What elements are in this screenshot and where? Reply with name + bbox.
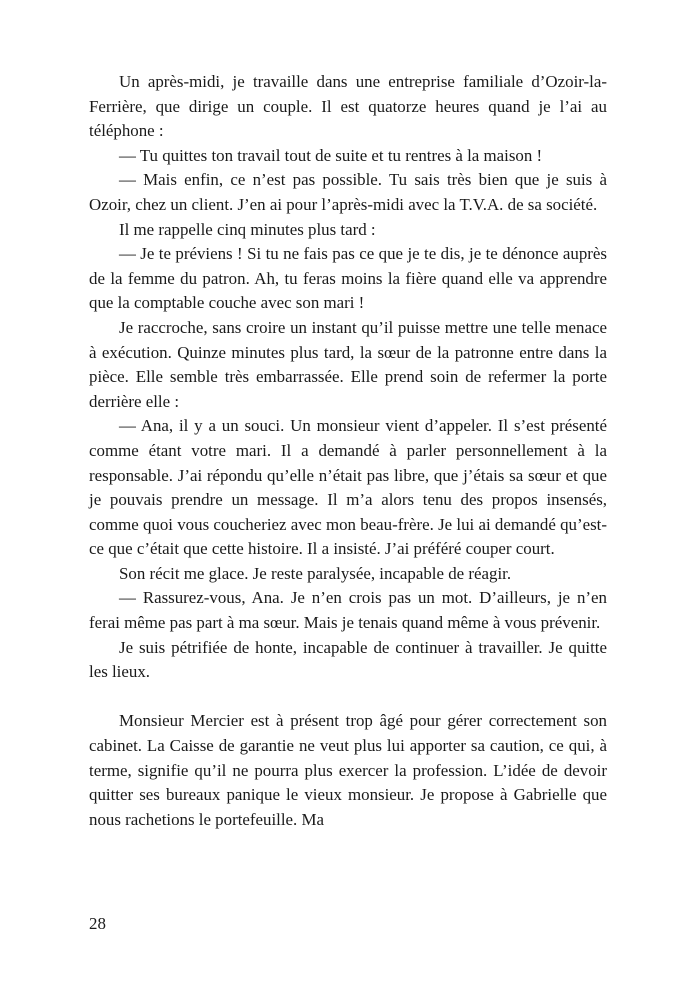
body-text: [89, 70, 607, 832]
section-break: [89, 685, 607, 710]
paragraph: Je suis pétrifiée de honte, incapable de continuer à travailler. Je quitte les lieux.: [89, 637, 607, 682]
paragraph: Monsieur Mercier est à présent trop âgé pour gérer correctement son cabinet. La Caisse de garantie ne veut plus lui apporter sa caution, ce qui, à terme, signifie qu’il ne pourra plus exercer la profession. L’idée de devoir quitter ses bureaux panique le vieux monsieur. Je propose à Gabrielle que nous rachetions le portefeuille. Ma: [89, 711, 607, 829]
paragraph: Je raccroche, sans croire un instant qu’il puisse mettre une telle menace à exécution. Quinze minutes plus tard, la sœur de la patronne entre dans la pièce. Elle semble très embarrassée. Elle prend soin de refermer la porte derrière elle :: [89, 317, 607, 411]
paragraph: Il me rappelle cinq minutes plus tard :: [119, 219, 376, 239]
paragraph: — Je te préviens ! Si tu ne fais pas ce que je te dis, je te dénonce auprès de la femme du patron. Ah, tu feras moins la fière quand elle va apprendre que la comptable couche avec son mari !: [89, 244, 607, 313]
paragraph: — Tu quittes ton travail tout de suite et tu rentres à la maison !: [119, 145, 543, 165]
paragraph: — Mais enfin, ce n’est pas possible. Tu sais très bien que je suis à Ozoir, chez un client. J’en ai pour l’après-midi avec la T.V.A. de sa société.: [89, 170, 607, 214]
paragraph: — Ana, il y a un souci. Un monsieur vient d’appeler. Il s’est présenté comme étant votre mari. Il a demandé à parler personnellement à la responsable. J’ai répondu qu’elle n’était pas libre, que j’étais sa sœur et que je pouvais prendre un message. Il m’a alors tenu des propos insensés, comme quoi vous coucheriez avec mon beau-frère. Je lui ai demandé qu’est-ce que c’était que cette histoire. Il a insisté. J’ai préféré couper court.: [89, 416, 607, 559]
paragraph: — Rassurez-vous, Ana. Je n’en crois pas un mot. D’ailleurs, je n’en ferai même pas part à ma sœur. Mais je tenais quand même à vous prévenir.: [89, 588, 607, 633]
paragraph: Un après-midi, je travaille dans une entreprise familiale d’Ozoir-la-Ferrière, que dirige un couple. Il est quatorze heures quand je l’ai au téléphone :: [89, 72, 607, 141]
paragraph: Son récit me glace. Je reste paralysée, incapable de réagir.: [119, 563, 512, 583]
page-number: 28: [89, 914, 106, 933]
